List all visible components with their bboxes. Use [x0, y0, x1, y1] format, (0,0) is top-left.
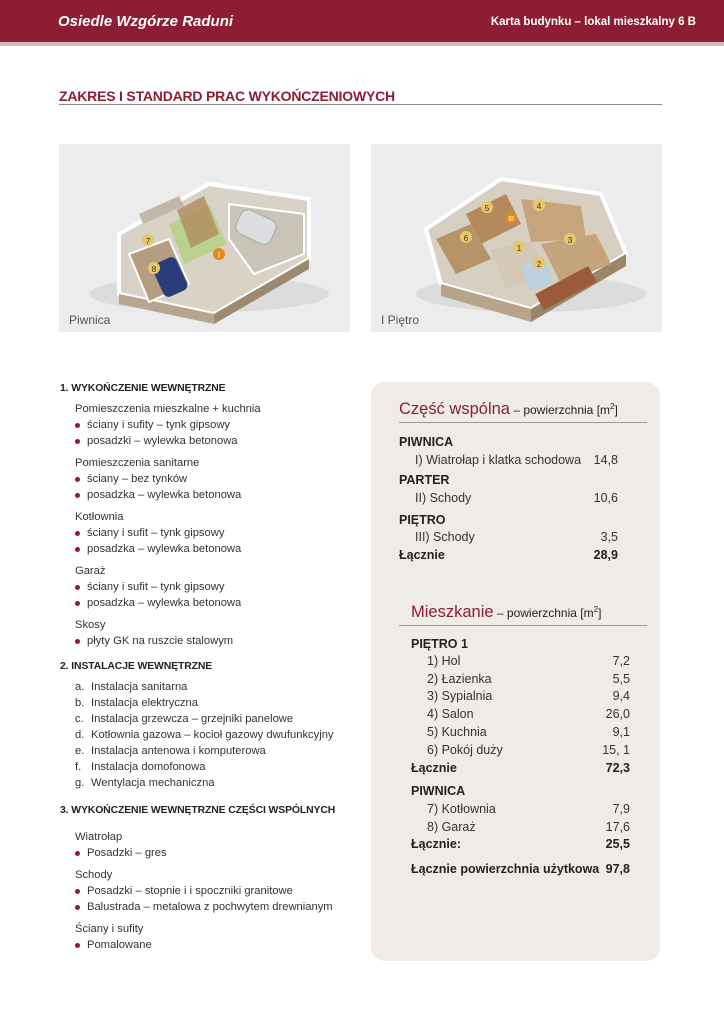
common-total-label: Łącznie	[399, 548, 445, 562]
room-value: 7,2	[612, 654, 630, 668]
flat-area-divider	[399, 625, 647, 626]
group-name: Schody	[75, 869, 113, 881]
room-value: 9,4	[612, 689, 630, 703]
floor-plan-drawing	[371, 144, 662, 332]
grand-total-value: 97,8	[605, 862, 630, 876]
flat-basement-label: PIWNICA	[411, 784, 466, 798]
svg-text:3: 3	[567, 236, 573, 245]
list-item: g. Wentylacja mechaniczna	[75, 777, 215, 789]
list-item: f. Instalacja domofonowa	[75, 761, 206, 773]
room-value: 9,1	[612, 725, 630, 739]
group-name: Skosy	[75, 619, 106, 631]
section-2-heading: 2. INSTALACJE WEWNĘTRZNE	[60, 661, 213, 672]
flat-area-heading: Mieszkanie – powierzchnia $[m^2]$	[411, 603, 602, 621]
list-item: posadzka – wylewka betonowa	[75, 487, 365, 503]
list-item: Pomalowane	[75, 937, 365, 953]
common-ground-item: II) Schody	[415, 491, 472, 505]
room-value: 15, 1	[602, 743, 630, 757]
svg-text:1: 1	[516, 244, 522, 253]
svg-text:5: 5	[484, 204, 490, 213]
group-name: Pomieszczenia mieszkalne + kuchnia	[75, 403, 261, 415]
basement-plan-label: Piwnica	[69, 313, 111, 327]
group-name: Pomieszczenia sanitarne	[75, 457, 200, 469]
grand-total-label: Łącznie powierzchnia użytkowa	[411, 862, 600, 876]
list-item: Posadzki – gres	[75, 845, 365, 861]
list-item: a. Instalacja sanitarna	[75, 681, 188, 693]
list-item: posadzki – wylewka betonowa	[75, 433, 365, 449]
section-3-heading: 3. WYKOŃCZENIE WEWNĘTRZNE CZĘŚCI WSPÓLNYCH	[60, 805, 336, 816]
area-summary-panel	[371, 382, 660, 961]
finishing-scope	[60, 381, 365, 953]
common-area-heading: Część wspólna – powierzchnia $[m^2]$	[399, 400, 618, 418]
room-name: 5) Kuchnia	[427, 725, 487, 739]
list-item: płyty GK na ruszcie stalowym	[75, 633, 365, 649]
section-1-heading: 1. WYKOŃCZENIE WEWNĘTRZNE	[60, 383, 226, 394]
card-title: Karta budynku – lokal mieszkalny 6 B	[490, 16, 696, 28]
list-item: d. Kotłownia gazowa – kocioł gazowy dwufunkcyjny	[75, 729, 334, 741]
common-basement-item: I) Wiatrołap i klatka schodowa	[415, 453, 582, 467]
flat-floor-total-value: 72,3	[605, 761, 630, 775]
common-floor-value: 3,5	[600, 530, 618, 544]
common-basement-value: 14,8	[593, 453, 618, 467]
room-value: 7,9	[612, 802, 630, 816]
header-strip	[0, 42, 724, 46]
flat-basement-total-label: Łącznie:	[411, 837, 462, 851]
svg-text:I: I	[217, 251, 221, 260]
svg-text:III: III	[508, 216, 514, 223]
room-name: 8) Garaż	[427, 820, 476, 834]
svg-text:2: 2	[536, 260, 542, 269]
group-name: Wiatrołap	[75, 831, 123, 843]
list-item: e. Instalacja antenowa i komputerowa	[75, 745, 266, 757]
floor-plan	[371, 144, 662, 332]
common-ground-value: 10,6	[593, 491, 618, 505]
room-name: 3) Sypialnia	[427, 689, 493, 703]
flat-basement-total-value: 25,5	[605, 837, 630, 851]
room-value: 26,0	[605, 707, 630, 721]
list-item: ściany i sufity – tynk gipsowy	[75, 417, 365, 433]
list-item: b. Instalacja elektryczna	[75, 697, 198, 709]
common-total-value: 28,9	[593, 548, 618, 562]
list-item: ściany – bez tynków	[75, 471, 365, 487]
flat-floor-label: PIĘTRO 1	[411, 637, 468, 651]
title-divider	[59, 104, 662, 105]
room-name: 1) Hol	[427, 654, 461, 668]
list-item: ściany i sufit – tynk gipsowy	[75, 579, 365, 595]
room-name: 4) Salon	[427, 707, 474, 721]
basement-plan-drawing	[59, 144, 350, 332]
basement-plan	[59, 144, 350, 332]
header-bar	[0, 0, 724, 42]
room-name: 6) Pokój duży	[427, 743, 503, 757]
list-item: c. Instalacja grzewcza – grzejniki panelowe	[75, 713, 294, 725]
room-value: 5,5	[612, 672, 630, 686]
floor-plan-label: I Piętro	[381, 313, 420, 327]
svg-text:8: 8	[151, 265, 157, 274]
brand-title: Osiedle Wzgórze Raduni	[58, 13, 234, 30]
svg-text:4: 4	[536, 202, 542, 211]
list-item: Balustrada – metalowa z pochwytem drewnianym	[75, 899, 365, 915]
common-floor-label: PIĘTRO	[399, 513, 446, 527]
list-item: Posadzki – stopnie i i spoczniki granitowe	[75, 883, 365, 899]
list-item: posadzka – wylewka betonowa	[75, 595, 365, 611]
group-name: Kotłownia	[75, 511, 124, 523]
common-ground-label: PARTER	[399, 473, 450, 487]
common-floor-item: III) Schody	[415, 530, 475, 544]
group-name: Garaż	[75, 565, 106, 577]
list-item: ściany i sufit – tynk gipsowy	[75, 525, 365, 541]
page-title: ZAKRES I STANDARD PRAC WYKOŃCZENIOWYCH	[59, 88, 395, 104]
svg-text:7: 7	[145, 237, 151, 246]
common-basement-label: PIWNICA	[399, 435, 454, 449]
room-value: 17,6	[605, 820, 630, 834]
svg-text:6: 6	[463, 234, 469, 243]
list-item: posadzka – wylewka betonowa	[75, 541, 365, 557]
room-name: 7) Kotłownia	[427, 802, 496, 816]
room-name: 2) Łazienka	[427, 672, 492, 686]
common-area-divider	[399, 422, 647, 423]
flat-floor-total-label: Łącznie	[411, 761, 457, 775]
group-name: Ściany i sufity	[75, 923, 144, 935]
